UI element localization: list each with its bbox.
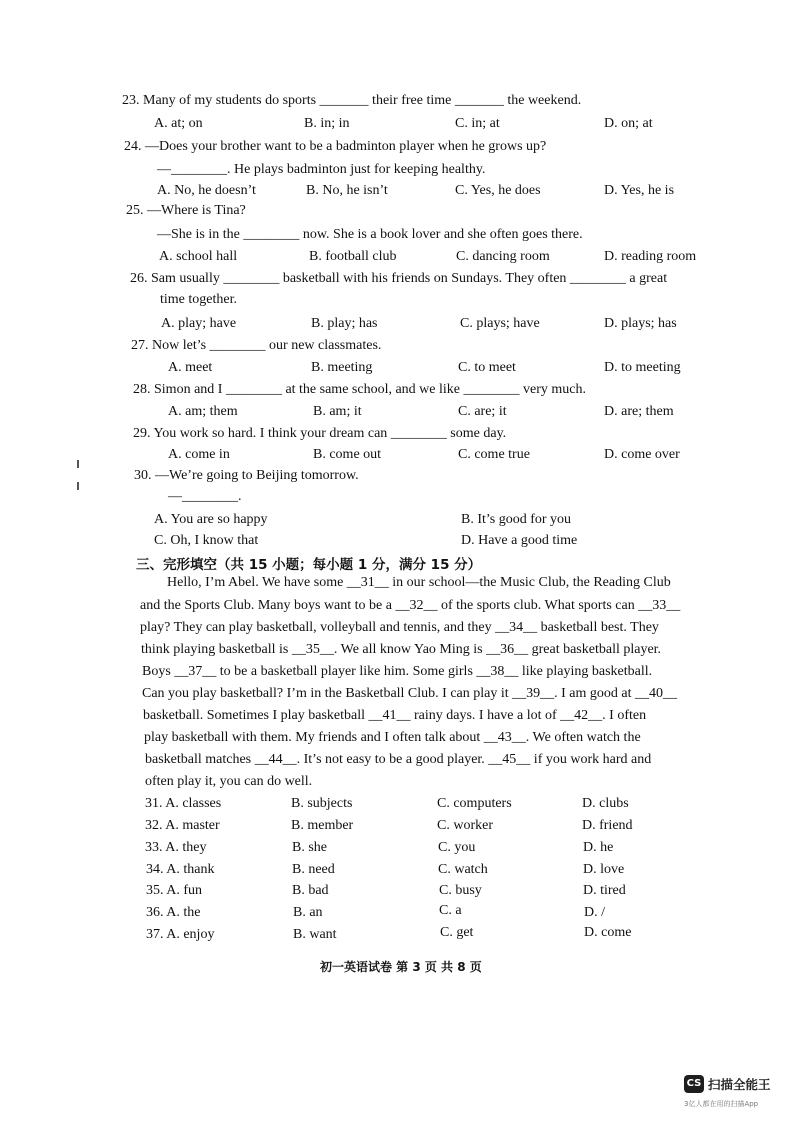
cloze-36-option-d: D. / (584, 905, 605, 920)
cloze-36-option-c: C. a (439, 903, 462, 918)
cloze-34-option-b: B. need (292, 862, 335, 877)
cloze-32-option-b: B. member (291, 818, 354, 833)
cloze-36-option-a: 36. A. the (146, 905, 201, 920)
q23-option-c: C. in; at (455, 116, 500, 131)
q24-stem: 24. —Does your brother want to be a badminton player when he grows up? (124, 139, 547, 154)
q25-option-c: C. dancing room (456, 249, 550, 264)
q30-option-c: C. Oh, I know that (154, 533, 259, 548)
cloze-line: play? They can play basketball, volleyball and tennis, and they __34__ basketball best. They (140, 620, 659, 635)
cloze-35-option-a: 35. A. fun (146, 883, 202, 898)
scan-mark (77, 482, 79, 490)
q24-option-b: B. No, he isn’t (306, 183, 388, 198)
cloze-33-option-d: D. he (583, 840, 614, 855)
cloze-line: Can you play basketball? I’m in the Basketball Club. I can play it __39__. I am good at __40__ (142, 686, 678, 701)
scan-mark (77, 460, 79, 468)
cloze-31-option-b: B. subjects (291, 796, 353, 811)
q29-option-b: B. come out (313, 447, 382, 462)
cloze-37-option-c: C. get (440, 925, 474, 940)
q26-option-b: B. play; has (311, 316, 378, 331)
cloze-34-option-d: D. love (583, 862, 625, 877)
q27-option-a: A. meet (168, 360, 213, 375)
cloze-line: basketball. Sometimes I play basketball __41__ rainy days. I have a lot of __42__. I often (143, 708, 647, 723)
q25-stem2: —She is in the ________ now. She is a book lover and she often goes there. (157, 227, 583, 242)
cloze-32-option-a: 32. A. master (145, 818, 220, 833)
cloze-34-option-a: 34. A. thank (146, 862, 215, 877)
cloze-37-option-d: D. come (584, 925, 632, 940)
cloze-35-option-d: D. tired (583, 883, 626, 898)
q23-option-a: A. at; on (154, 116, 203, 131)
cloze-36-option-b: B. an (293, 905, 323, 920)
q29-stem: 29. You work so hard. I think your dream can ________ some day. (133, 426, 507, 441)
q28-stem: 28. Simon and I ________ at the same school, and we like ________ very much. (133, 382, 586, 397)
q26-stem2: time together. (160, 292, 237, 307)
q27-option-b: B. meeting (311, 360, 373, 375)
cloze-34-option-c: C. watch (438, 862, 488, 877)
q27-option-d: D. to meeting (604, 360, 681, 375)
cloze-32-option-c: C. worker (437, 818, 493, 833)
cloze-37-option-a: 37. A. enjoy (146, 927, 215, 942)
cloze-33-option-c: C. you (438, 840, 476, 855)
q29-option-c: C. come true (458, 447, 530, 462)
cloze-line: often play it, you can do well. (145, 774, 313, 789)
cloze-31-option-c: C. computers (437, 796, 512, 811)
cloze-line: basketball matches __44__. It’s not easy to be a good player. __45__ if you work hard and (145, 752, 652, 767)
q27-option-c: C. to meet (458, 360, 516, 375)
scanner-tagline: 3亿人都在用的扫描App (684, 1100, 759, 1108)
cloze-line: and the Sports Club. Many boys want to be a __32__ of the sports club. What sports can __33__ (140, 598, 681, 613)
cloze-line: Hello, I’m Abel. We have some __31__ in our school—the Music Club, the Reading Club (167, 575, 671, 590)
q23-option-b: B. in; in (304, 116, 350, 131)
q27-stem: 27. Now let’s ________ our new classmates. (131, 338, 382, 353)
cloze-33-option-a: 33. A. they (145, 840, 207, 855)
q30-option-b: B. It’s good for you (461, 512, 572, 527)
q30-stem: 30. —We’re going to Beijing tomorrow. (134, 468, 359, 483)
scanner-app-name: 扫描全能王 (708, 1077, 771, 1092)
page-footer: 初一英语试卷 第 3 页 共 8 页 (320, 960, 482, 974)
q26-stem: 26. Sam usually ________ basketball with his friends on Sundays. They often ________ a great (130, 271, 668, 286)
cloze-35-option-b: B. bad (292, 883, 329, 898)
cloze-line: Boys __37__ to be a basketball player like him. Some girls __38__ like playing basketball. (142, 664, 653, 679)
q24-option-c: C. Yes, he does (455, 183, 541, 198)
scanner-logo-icon: CS (684, 1075, 704, 1093)
q25-stem: 25. —Where is Tina? (126, 203, 246, 218)
q29-option-a: A. come in (168, 447, 230, 462)
q26-option-a: A. play; have (161, 316, 237, 331)
cloze-37-option-b: B. want (293, 927, 337, 942)
q25-option-a: A. school hall (159, 249, 238, 264)
q28-option-a: A. am; them (168, 404, 238, 419)
q24-option-a: A. No, he doesn’t (157, 183, 256, 198)
q28-option-b: B. am; it (313, 404, 362, 419)
q23-stem: 23. Many of my students do sports _______ their free time _______ the weekend. (122, 93, 582, 108)
q24-option-d: D. Yes, he is (604, 183, 675, 198)
q28-option-d: D. are; them (604, 404, 674, 419)
q26-option-c: C. plays; have (460, 316, 540, 331)
q25-option-d: D. reading room (604, 249, 697, 264)
q26-option-d: D. plays; has (604, 316, 677, 331)
section-heading: 三、完形填空（共 15 小题；每小题 1 分，满分 15 分） (136, 557, 482, 573)
cloze-line: play basketball with them. My friends and I often talk about __43__. We often watch the (144, 730, 641, 745)
cloze-31-option-a: 31. A. classes (145, 796, 222, 811)
q30-option-d: D. Have a good time (461, 533, 578, 548)
q29-option-d: D. come over (604, 447, 680, 462)
q28-option-c: C. are; it (458, 404, 507, 419)
q24-stem2: —________. He plays badminton just for keeping healthy. (157, 162, 486, 177)
q23-option-d: D. on; at (604, 116, 653, 131)
cloze-35-option-c: C. busy (439, 883, 482, 898)
q30-option-a: A. You are so happy (154, 512, 268, 527)
cloze-32-option-d: D. friend (582, 818, 633, 833)
cloze-33-option-b: B. she (292, 840, 327, 855)
cloze-line: think playing basketball is __35__. We all know Yao Ming is __36__ great basketball player. (141, 642, 662, 657)
q25-option-b: B. football club (309, 249, 397, 264)
cloze-31-option-d: D. clubs (582, 796, 629, 811)
q30-stem2: —________. (168, 489, 242, 504)
